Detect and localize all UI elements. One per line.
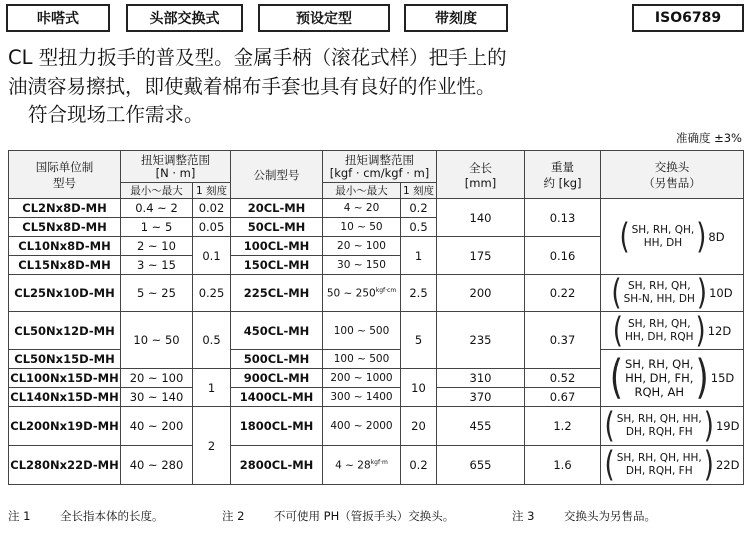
cl-model-cell: 150CL-MH <box>231 256 323 275</box>
kgf-range-cell: 30 ~ 150 <box>323 256 401 275</box>
range-cell: 30 ~ 140 <box>121 388 193 407</box>
kgf-grad-cell: 20 <box>401 407 437 446</box>
head-cell <box>601 350 744 407</box>
length-cell: 200 <box>437 275 525 312</box>
open-paren-icon: ( <box>611 272 622 314</box>
footnote-1-text: 全长指本体的长度。 <box>60 509 164 523</box>
length-cell: 370 <box>437 388 525 407</box>
kgf-grad-cell: 0.2 <box>401 199 437 218</box>
range-cell: 3 ~ 15 <box>121 256 193 275</box>
cl-model-cell: 500CL-MH <box>231 350 323 369</box>
close-paren-icon: ) <box>696 272 708 314</box>
kgf-range-value: 4 ~ 28 <box>335 459 371 472</box>
intro-line-2: 油渍容易擦拭，即使戴着棉布手套也具有良好的作业性。 <box>8 74 496 98</box>
model-cell: CL50Nx12D-MH <box>9 312 121 350</box>
cl-model-cell: 100CL-MH <box>231 237 323 256</box>
header-length: 全长 [mm] <box>437 151 525 199</box>
head-list: SH, RH, QH, HH, DH, FH, RQH, AH <box>624 357 694 399</box>
range-cell: 1 ~ 5 <box>121 218 193 237</box>
intro-line-1: CL 型扭力扳手的普及型。金属手柄（滚花式样）把手上的 <box>8 46 507 69</box>
model-cell: CL10Nx8D-MH <box>9 237 121 256</box>
kgf-grad-cell: 5 <box>401 312 437 369</box>
head-size: 10D <box>709 286 733 300</box>
head-list: SH, RH, QH, HH, DH, RQH, FH <box>616 413 702 438</box>
footnote-2-label: 注 2 <box>222 509 245 523</box>
header-min-max: 最小～最大 <box>121 183 193 199</box>
intro-line-3: 符合现场工作需求。 <box>28 103 204 126</box>
range-cell: 20 ~ 100 <box>121 369 193 388</box>
close-paren-icon: ) <box>695 310 706 351</box>
range-cell: 5 ~ 25 <box>121 275 193 312</box>
kgf-grad-cell: 0.2 <box>401 446 437 485</box>
footnotes <box>8 508 743 528</box>
close-paren-icon: ) <box>703 405 714 447</box>
table-row <box>9 446 744 485</box>
length-cell: 655 <box>437 446 525 485</box>
cl-model-cell: 1800CL-MH <box>231 407 323 446</box>
kgf-range-value: 50 ~ 250 <box>326 287 376 300</box>
length-cell: 310 <box>437 369 525 388</box>
feature-tags <box>6 4 744 34</box>
model-cell: CL100Nx15D-MH <box>9 369 121 388</box>
table-row <box>9 312 744 350</box>
range-cell: 40 ~ 200 <box>121 407 193 446</box>
head-list: SH, RH, QH, HH, DH, RQH, FH <box>616 452 702 477</box>
kgf-range-cell: 200 ~ 1000 <box>323 369 401 388</box>
kgf-unit: kgf·m <box>370 458 388 466</box>
kgf-range-cell: 400 ~ 2000 <box>323 407 401 446</box>
head-list: SH, RH, QH, HH, DH, RQH <box>624 317 694 343</box>
close-paren-icon: ) <box>695 351 709 405</box>
range-cell: 0.4 ~ 2 <box>121 199 193 218</box>
cl-model-cell: 20CL-MH <box>231 199 323 218</box>
head-cell <box>601 199 744 275</box>
model-cell: CL5Nx8D-MH <box>9 218 121 237</box>
tag-click-type: 咔嗒式 <box>6 4 110 32</box>
cl-model-cell: 2800CL-MH <box>231 446 323 485</box>
tag-preset: 预设定型 <box>258 4 390 32</box>
range-cell: 40 ~ 280 <box>121 446 193 485</box>
cl-model-cell: 450CL-MH <box>231 312 323 350</box>
head-size: 8D <box>708 229 725 244</box>
open-paren-icon: ( <box>609 351 623 405</box>
length-cell: 140 <box>437 199 525 237</box>
table-row <box>9 407 744 446</box>
kgf-grad-cell: 10 <box>401 369 437 407</box>
tag-iso: ISO6789 <box>632 4 744 32</box>
tag-head-exchange: 头部交换式 <box>126 4 243 32</box>
tag-scale: 带刻度 <box>404 4 508 32</box>
kgf-grad-cell: 1 <box>401 237 437 275</box>
weight-cell: 0.52 <box>525 369 601 388</box>
head-size: 22D <box>715 458 740 472</box>
open-paren-icon: ( <box>612 310 623 351</box>
kgf-grad-cell: 2.5 <box>401 275 437 312</box>
range-cell: 10 ~ 50 <box>121 312 193 369</box>
kgf-range-cell <box>323 446 401 485</box>
kgf-range-cell: 10 ~ 50 <box>323 218 401 237</box>
header-grad: 1 刻度 <box>193 183 231 199</box>
header-min-max-kgf: 最小～最大 <box>323 183 401 199</box>
close-paren-icon: ) <box>696 216 707 257</box>
weight-cell: 1.2 <box>525 407 601 446</box>
grad-cell: 0.25 <box>193 275 231 312</box>
weight-cell: 0.22 <box>525 275 601 312</box>
weight-cell: 1.6 <box>525 446 601 485</box>
weight-cell: 0.16 <box>525 237 601 275</box>
model-cell: CL140Nx15D-MH <box>9 388 121 407</box>
kgf-range-cell: 100 ~ 500 <box>323 312 401 350</box>
weight-cell: 0.37 <box>525 312 601 369</box>
length-cell: 455 <box>437 407 525 446</box>
kgf-range-cell: 300 ~ 1400 <box>323 388 401 407</box>
kgf-unit: kgf·cm <box>375 286 397 294</box>
grad-cell: 0.1 <box>193 237 231 275</box>
open-paren-icon: ( <box>604 405 615 447</box>
head-cell <box>601 312 744 350</box>
grad-cell: 0.05 <box>193 218 231 237</box>
model-cell: CL200Nx19D-MH <box>9 407 121 446</box>
spec-table <box>8 150 744 485</box>
footnote-3-text: 交换头为另售品。 <box>564 509 656 523</box>
open-paren-icon: ( <box>604 444 615 486</box>
table-row <box>9 350 744 369</box>
grad-cell: 1 <box>193 369 231 407</box>
table-row <box>9 199 744 218</box>
head-cell <box>601 407 744 446</box>
cl-model-cell: 1400CL-MH <box>231 388 323 407</box>
head-size: 12D <box>707 323 732 338</box>
kgf-range-cell: 20 ~ 100 <box>323 237 401 256</box>
length-cell: 235 <box>437 312 525 369</box>
header-head: 交换头 （另售品） <box>601 151 744 199</box>
weight-cell: 0.13 <box>525 199 601 237</box>
kgf-grad-cell: 0.5 <box>401 218 437 237</box>
header-intl-model: 国际单位制 型号 <box>9 151 121 199</box>
footnote-1-label: 注 1 <box>8 509 31 523</box>
grad-cell: 0.02 <box>193 199 231 218</box>
range-cell: 2 ~ 10 <box>121 237 193 256</box>
open-paren-icon: ( <box>619 216 630 257</box>
grad-cell: 0.5 <box>193 312 231 369</box>
cl-model-cell: 225CL-MH <box>231 275 323 312</box>
weight-cell: 0.67 <box>525 388 601 407</box>
accuracy-note: 准确度 ±3% <box>675 131 742 145</box>
header-torque-kgf: 扭矩调整范围 [kgf · cm/kgf · m] <box>323 151 437 183</box>
head-size: 15D <box>710 371 735 385</box>
header-metric-model: 公制型号 <box>231 151 323 199</box>
head-cell <box>601 446 744 485</box>
model-cell: CL2Nx8D-MH <box>9 199 121 218</box>
table-row <box>9 275 744 312</box>
head-list: SH, RH, QH, SH-N, HH, DH <box>623 280 695 305</box>
length-cell: 175 <box>437 237 525 275</box>
kgf-range-cell: 4 ~ 20 <box>323 199 401 218</box>
intro-text <box>8 44 507 130</box>
cl-model-cell: 900CL-MH <box>231 369 323 388</box>
footnote-2-text: 不可使用 PH（管扳手头）交换头。 <box>274 509 455 523</box>
footnote-3-label: 注 3 <box>512 509 535 523</box>
model-cell: CL50Nx15D-MH <box>9 350 121 369</box>
close-paren-icon: ) <box>703 444 714 486</box>
head-list: SH, RH, QH, HH, DH <box>631 223 695 249</box>
kgf-range-cell: 100 ~ 500 <box>323 350 401 369</box>
model-cell: CL15Nx8D-MH <box>9 256 121 275</box>
model-cell: CL25Nx10D-MH <box>9 275 121 312</box>
kgf-range-cell <box>323 275 401 312</box>
header-grad-kgf: 1 刻度 <box>401 183 437 199</box>
head-size: 19D <box>715 419 740 433</box>
cl-model-cell: 50CL-MH <box>231 218 323 237</box>
head-cell <box>601 272 744 314</box>
model-cell: CL280Nx22D-MH <box>9 446 121 485</box>
header-weight: 重量 约 [kg] <box>525 151 601 199</box>
header-torque-nm: 扭矩调整范围 [N · m] <box>121 151 231 183</box>
grad-cell: 2 <box>193 407 231 485</box>
